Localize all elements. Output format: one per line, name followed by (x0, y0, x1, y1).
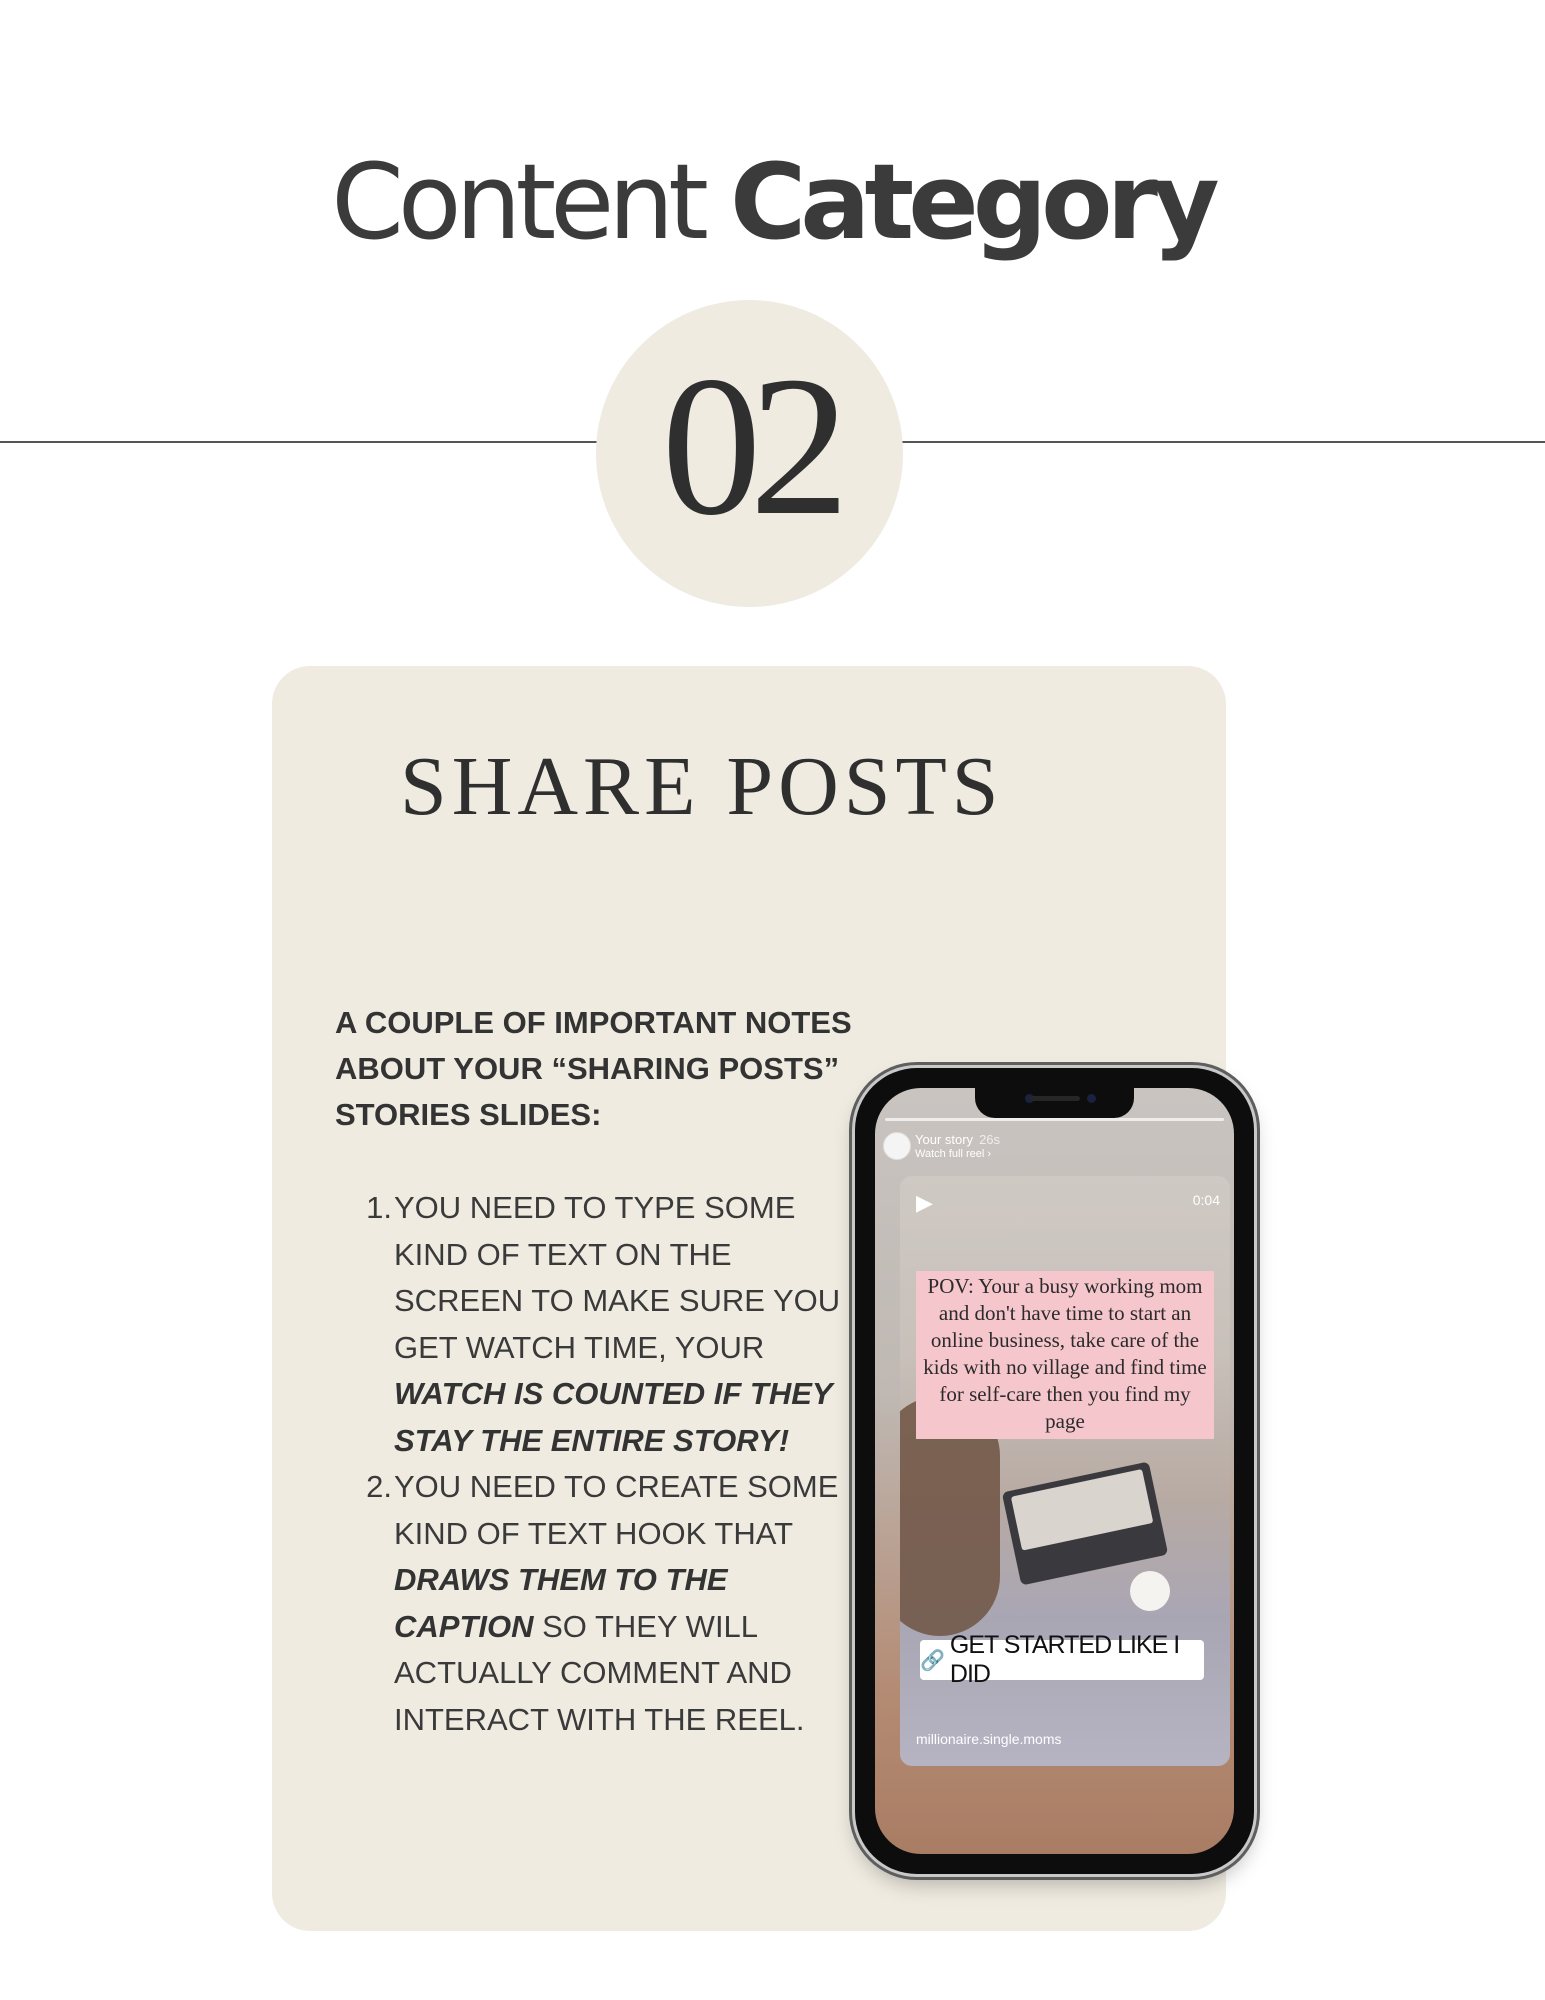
note-emphasis: DRAWS THEM TO THE CAPTION (394, 1562, 728, 1644)
phone-notch (975, 1088, 1134, 1118)
category-number: 02 (661, 335, 838, 557)
page-title-light: Content (331, 141, 703, 263)
note-item-1 (360, 1185, 865, 1464)
link-sticker (920, 1631, 1204, 1688)
speaker-grille (1030, 1096, 1080, 1101)
reel-overlay-text: POV: Your a busy working mom and don't have time to start an online business, take care of the kids with no village and find time for self-care then you find my page (916, 1271, 1214, 1439)
laptop-shape (1002, 1461, 1168, 1585)
page-title (0, 141, 1545, 263)
story-header (915, 1132, 1000, 1147)
card-intro: A COUPLE OF IMPORTANT NOTES ABOUT YOUR “SHARING POSTS” STORIES SLIDES: (335, 1005, 852, 1132)
notes-list (360, 1185, 865, 1743)
note-number: 2. (366, 1469, 392, 1504)
reel-handle: millionaire.single.moms (916, 1731, 1062, 1747)
story-progress-bar (885, 1118, 1224, 1121)
phone-mockup (855, 1068, 1254, 1874)
story-username: Your story (915, 1132, 974, 1147)
reel-duration: 0:04 (1192, 1192, 1220, 1208)
note-item-2 (360, 1464, 865, 1743)
reels-icon: ▶ (916, 1190, 933, 1215)
note-text: YOU NEED TO TYPE SOME KIND OF TEXT ON THE SCREEN TO MAKE SURE YOU GET WATCH TIME, YOUR (394, 1190, 841, 1365)
link-icon: 🔗 (920, 1649, 944, 1672)
sensor-icon (1087, 1094, 1096, 1103)
category-number-badge (596, 300, 903, 607)
note-text-after: SO THEY WILL ACTUALLY COMMENT AND INTERACT WITH THE REEL. (394, 1608, 805, 1737)
phone-screen (875, 1088, 1234, 1854)
note-number: 1. (366, 1190, 392, 1225)
mug-shape (1130, 1571, 1170, 1611)
note-emphasis: WATCH IS COUNTED IF THEY STAY THE ENTIRE STORY! (394, 1376, 833, 1458)
reel-preview (900, 1176, 1230, 1766)
watch-full-reel-link: Watch full reel › (915, 1148, 992, 1160)
avatar (883, 1132, 911, 1160)
card-title: SHARE POSTS (400, 740, 1004, 833)
link-sticker-label: GET STARTED LIKE I DID (949, 1631, 1180, 1688)
story-time: 26s (979, 1132, 1001, 1147)
page-title-bold: Category (729, 141, 1214, 263)
note-text: YOU NEED TO CREATE SOME KIND OF TEXT HOOK THAT (394, 1469, 839, 1551)
